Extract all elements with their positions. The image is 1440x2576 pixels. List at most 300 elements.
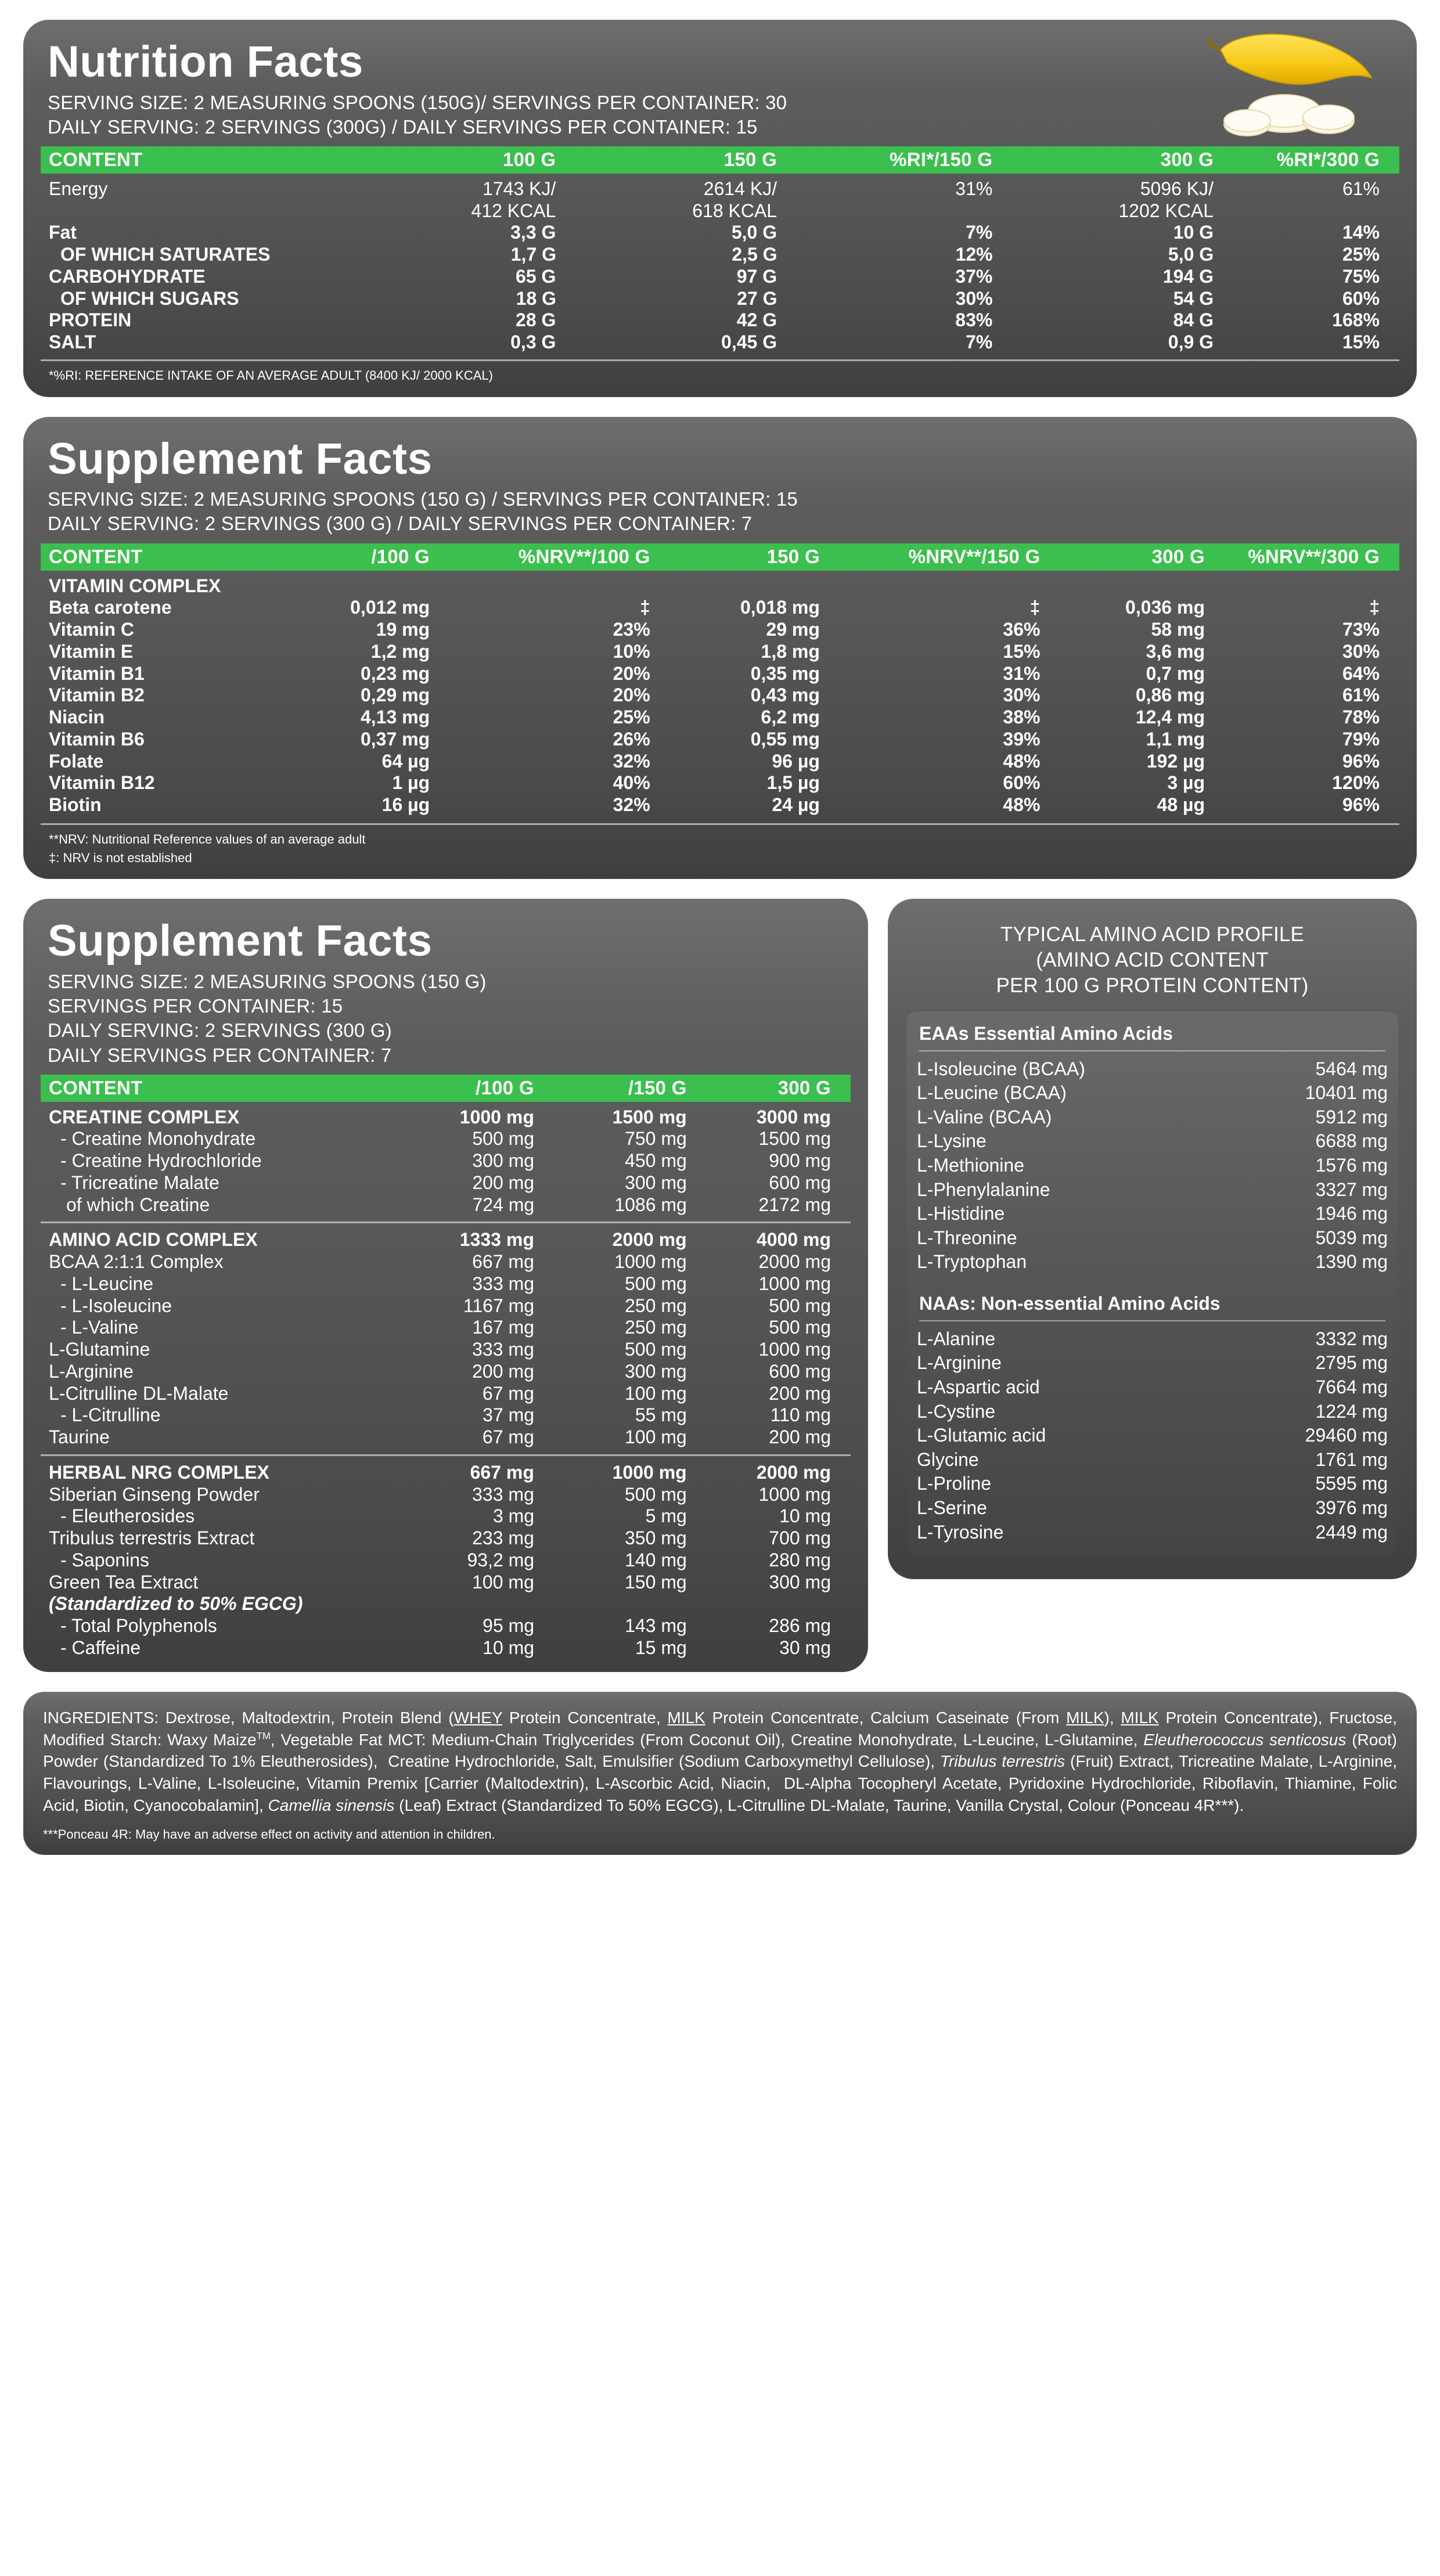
naa-item-name: L-Arginine — [917, 1352, 1002, 1374]
nutrition-facts-title: Nutrition Facts — [48, 37, 363, 87]
nutrition-row-300g: 5096 KJ/ 1202 KCAL — [1118, 178, 1214, 221]
vitamin-row-nrv100: 26% — [613, 728, 650, 750]
vitamin-row-nrv300: ‡ — [1369, 597, 1380, 618]
table-row — [41, 597, 1399, 619]
supplement-row-100g: 300 mg — [472, 1150, 535, 1172]
supplement-row-label: L-Arginine — [49, 1360, 134, 1382]
nutrition-row-label: Energy — [49, 178, 108, 199]
nutrition-header-100g: 100 G — [502, 148, 556, 170]
nutrition-row-100g: 0,3 G — [510, 332, 556, 353]
eaa-item-value: 3327 mg — [1315, 1179, 1388, 1200]
vitamin-row-nrv150: 48% — [1003, 794, 1041, 816]
vitamin-row-nrv100: 20% — [613, 684, 650, 706]
ingredients-warning: ***Ponceau 4R: May have an adverse effect on activity and attention in children. — [43, 1826, 495, 1842]
supplement-row-100g: 93,2 mg — [467, 1549, 535, 1570]
table-row — [41, 266, 1399, 288]
amino-acid-panel — [888, 899, 1417, 1579]
supplement-row-300g: 280 mg — [769, 1549, 831, 1570]
eaa-list — [917, 1057, 1388, 1274]
list-item — [917, 1129, 1388, 1154]
supplement-row-label: - L-Valine — [60, 1317, 139, 1338]
supplement-row-label: - Tricreatine Malate — [60, 1172, 219, 1193]
vitamin-row-nrv300: 73% — [1342, 619, 1380, 640]
vitamin-row-nrv300: 96% — [1342, 750, 1380, 772]
supplement-table-body — [41, 1102, 851, 1659]
vitamin-footnote-nrv: **NRV: Nutritional Reference values of an average adult — [49, 831, 366, 846]
vitamin-row-label: Vitamin B2 — [49, 684, 145, 706]
list-item — [917, 1327, 1388, 1352]
supplement-row-150g: 250 mg — [625, 1317, 687, 1338]
supplement-row-150g: 2000 mg — [612, 1229, 687, 1251]
naa-item-name: Glycine — [917, 1449, 979, 1470]
table-row — [41, 1637, 851, 1659]
table-row — [41, 1593, 851, 1615]
naa-item-name: L-Serine — [917, 1497, 987, 1519]
supplement-row-300g: 600 mg — [769, 1360, 831, 1382]
supplement-row-150g: 100 mg — [624, 1426, 687, 1448]
vitamin-row-150g: 1,8 mg — [761, 640, 820, 662]
naa-item-value: 2449 mg — [1315, 1521, 1388, 1543]
vitamin-row-nrv300: 120% — [1332, 772, 1380, 794]
supplement-row-150g: 143 mg — [625, 1615, 687, 1637]
list-item — [917, 1226, 1388, 1251]
supplement-row-100g: 200 mg — [472, 1172, 535, 1193]
vitamin-header-100g: /100 G — [371, 545, 430, 567]
supplement-row-label: Siberian Ginseng Powder — [49, 1483, 260, 1505]
vitamin-row-150g: 0,018 mg — [740, 597, 820, 618]
nutrition-row-100g: 28 G — [516, 309, 556, 331]
eaa-item-value: 1390 mg — [1315, 1251, 1388, 1273]
vitamin-row-100g: 19 mg — [376, 619, 430, 640]
supplement-row-300g: 1000 mg — [758, 1483, 831, 1505]
vitamin-row-nrv100: 40% — [613, 772, 650, 794]
supplement-row-100g: 667 mg — [470, 1461, 534, 1483]
vitamin-row-nrv300: 78% — [1342, 707, 1380, 728]
supplement-row-150g: 350 mg — [624, 1527, 687, 1549]
vitamin-row-label: Biotin — [49, 794, 102, 816]
supplement-row-300g: 286 mg — [769, 1615, 831, 1637]
table-row — [41, 1339, 851, 1361]
vitamin-row-nrv150: 30% — [1003, 684, 1041, 706]
supplement-row-150g: 1000 mg — [614, 1251, 687, 1273]
vitamin-row-label: Folate — [49, 750, 104, 772]
supplement-row-300g: 1000 mg — [758, 1339, 831, 1360]
list-item — [917, 1472, 1388, 1496]
supplement-row-100g: 37 mg — [483, 1404, 535, 1426]
nutrition-row-300g: 5,0 G — [1168, 244, 1214, 265]
vitamin-row-100g: 0,23 mg — [360, 662, 430, 684]
eaa-item-name: L-Isoleucine (BCAA) — [917, 1058, 1085, 1079]
eaa-item-value: 10401 mg — [1305, 1082, 1388, 1104]
table-row — [41, 1361, 851, 1383]
supplement-row-100g: 333 mg — [472, 1273, 535, 1294]
list-item — [917, 1400, 1388, 1424]
vitamin-row-100g: 0,37 mg — [360, 728, 430, 750]
table-row — [41, 1572, 851, 1594]
supplement-row-100g: 95 mg — [483, 1615, 535, 1637]
supplement-row-300g: 110 mg — [770, 1404, 831, 1426]
vitamin-row-nrv100: 10% — [613, 640, 650, 662]
supplement-row-label: - Saponins — [60, 1549, 149, 1570]
nutrition-row-label: CARBOHYDRATE — [49, 265, 206, 287]
eaa-item-value: 1946 mg — [1315, 1203, 1388, 1224]
eaa-item-name: L-Lysine — [917, 1130, 987, 1152]
nutrition-header-content: CONTENT — [49, 148, 143, 170]
supplement-row-100g: 67 mg — [482, 1382, 534, 1404]
vitamin-row-nrv150: 36% — [1003, 619, 1041, 640]
table-row — [41, 751, 1399, 773]
supplement-row-150g: 300 mg — [624, 1360, 687, 1382]
vitamin-row-100g: 0,29 mg — [360, 684, 430, 706]
supplement-row-label: L-Citrulline DL-Malate — [49, 1382, 229, 1404]
supplement-facts-title: Supplement Facts — [48, 916, 433, 966]
vitamin-row-label: Vitamin B1 — [49, 662, 145, 684]
nutrition-table-header — [41, 146, 1399, 174]
supplement-row-label: - L-Leucine — [60, 1273, 154, 1294]
vitamin-row-nrv300: 61% — [1342, 684, 1380, 706]
nutrition-row-ri150: 37% — [955, 265, 993, 287]
supplement-row-100g: 200 mg — [472, 1360, 534, 1382]
supplement-row-100g: 1000 mg — [459, 1106, 534, 1127]
supplement-row-100g: 10 mg — [483, 1637, 535, 1658]
supplement-row-100g: 233 mg — [472, 1527, 534, 1549]
table-row — [41, 663, 1399, 685]
vitamin-supplement-facts-panel — [23, 417, 1417, 880]
vitamin-row-150g: 1,5 µg — [766, 772, 820, 794]
vitamin-header-150g: 150 G — [766, 545, 820, 567]
table-row — [41, 707, 1399, 729]
nutrition-footnote: *%RI: REFERENCE INTAKE OF AN AVERAGE ADULT (8400 KJ/ 2000 KCAL) — [49, 368, 493, 383]
nutrition-row-ri300: 61% — [1342, 178, 1380, 199]
supplement-row-label: - Total Polyphenols — [60, 1615, 217, 1637]
supplement-row-150g: 450 mg — [625, 1150, 687, 1172]
eaa-item-value: 5039 mg — [1315, 1227, 1388, 1248]
list-item — [917, 1448, 1388, 1472]
vitamin-supplement-title: Supplement Facts — [48, 434, 433, 484]
vitamin-header-300g: 300 G — [1151, 545, 1205, 567]
table-row — [41, 1128, 851, 1150]
supplement-row-100g: 500 mg — [472, 1128, 535, 1150]
eaa-item-value: 1576 mg — [1315, 1154, 1388, 1176]
supplement-header-100g: /100 G — [475, 1076, 534, 1098]
supplement-row-label: - Caffeine — [60, 1637, 141, 1658]
naa-item-value: 1224 mg — [1315, 1400, 1388, 1422]
table-row — [41, 288, 1399, 310]
vitamin-row-label: Vitamin B12 — [49, 772, 155, 794]
supplement-header-150g: /150 G — [628, 1076, 687, 1098]
supplement-row-300g: 2000 mg — [756, 1461, 831, 1483]
supplement-row-300g: 900 mg — [769, 1150, 831, 1172]
nutrition-row-ri300: 14% — [1342, 222, 1380, 243]
vitamin-row-300g: 0,7 mg — [1146, 662, 1205, 684]
vitamin-row-100g: 4,13 mg — [360, 707, 430, 728]
nutrition-row-100g: 1743 KJ/ 412 KCAL — [471, 178, 556, 221]
vitamin-row-100g: 64 µg — [381, 750, 430, 772]
nutrition-header-150g: 150 G — [723, 148, 777, 170]
bottom-columns — [23, 899, 1417, 1671]
vitamin-row-300g: 3,6 mg — [1146, 640, 1205, 662]
nutrition-row-ri150: 12% — [955, 244, 993, 265]
eaa-item-value: 6688 mg — [1315, 1130, 1388, 1152]
supplement-row-label: AMINO ACID COMPLEX — [49, 1229, 258, 1251]
nutrition-row-ri300: 60% — [1342, 287, 1380, 309]
vitamin-row-100g: 1 µg — [392, 772, 430, 794]
nutrition-table-body — [41, 174, 1399, 354]
vitamin-row-label: Vitamin C — [49, 619, 134, 640]
vitamin-row-150g: 0,35 mg — [750, 662, 820, 684]
eaa-heading: EAAs Essential Amino Acids — [919, 1022, 1173, 1044]
vitamin-header-nrv100: %NRV**/100 G — [518, 545, 650, 567]
supplement-row-100g: 667 mg — [472, 1251, 534, 1273]
banana-illustration-icon — [1197, 28, 1389, 138]
vitamin-row-300g: 12,4 mg — [1135, 707, 1205, 728]
supplement-row-label: CREATINE COMPLEX — [49, 1106, 240, 1127]
vitamin-row-150g: 96 µg — [772, 750, 820, 772]
section-divider — [41, 1222, 851, 1223]
section-divider — [41, 1454, 851, 1456]
naa-item-name: L-Proline — [917, 1473, 992, 1494]
vitamin-row-nrv100: 32% — [613, 750, 650, 772]
supplement-row-150g: 1086 mg — [614, 1194, 687, 1215]
supplement-row-label: - Eleutherosides — [60, 1505, 195, 1527]
supplement-header-content: CONTENT — [49, 1076, 143, 1098]
nutrition-row-150g: 2614 KJ/ 618 KCAL — [692, 178, 777, 221]
nutrition-row-ri150: 7% — [966, 222, 993, 243]
supplement-row-150g: 750 mg — [625, 1128, 687, 1150]
nutrition-row-300g: 10 G — [1173, 222, 1214, 243]
supplement-row-150g: 500 mg — [625, 1273, 687, 1294]
supplement-row-300g: 2000 mg — [758, 1251, 831, 1273]
eaa-item-name: L-Methionine — [917, 1154, 1024, 1176]
nutrition-row-300g: 194 G — [1162, 265, 1214, 287]
vitamin-row-300g: 3 µg — [1167, 772, 1205, 794]
table-row — [41, 1462, 851, 1484]
table-row — [41, 1505, 851, 1527]
nutrition-row-150g: 97 G — [736, 265, 777, 287]
supplement-row-label: Tribulus terrestris Extract — [49, 1527, 255, 1549]
vitamin-row-nrv100: 25% — [613, 707, 650, 728]
supplement-row-300g: 200 mg — [769, 1426, 831, 1448]
nutrition-row-150g: 0,45 G — [721, 332, 777, 353]
nutrition-header-ri150: %RI*/150 G — [890, 148, 993, 170]
supplement-row-100g: 1167 mg — [463, 1295, 535, 1316]
eaa-item-name: L-Tryptophan — [917, 1251, 1027, 1273]
list-item — [917, 1351, 1388, 1375]
supplement-row-label: Taurine — [49, 1426, 110, 1448]
nutrition-row-150g: 42 G — [736, 309, 777, 331]
list-item — [917, 1424, 1388, 1448]
nutrition-row-100g: 65 G — [516, 265, 556, 287]
list-item — [917, 1202, 1388, 1226]
vitamin-row-nrv150: 15% — [1003, 640, 1041, 662]
nutrition-daily-serving: DAILY SERVING: 2 SERVINGS (300G) / DAILY SERVINGS PER CONTAINER: 15 — [48, 116, 758, 138]
table-row — [41, 1317, 851, 1339]
supplement-row-300g: 500 mg — [769, 1295, 831, 1316]
supplement-row-label: (Standardized to 50% EGCG) — [49, 1593, 303, 1615]
nutrition-serving-size: SERVING SIZE: 2 MEASURING SPOONS (150G)/ SERVINGS PER CONTAINER: 30 — [48, 91, 787, 113]
supplement-row-150g: 500 mg — [624, 1339, 687, 1360]
table-row — [41, 222, 1399, 244]
table-row — [41, 1273, 851, 1295]
eaa-item-name: L-Leucine (BCAA) — [917, 1082, 1067, 1104]
eaa-item-value: 5912 mg — [1315, 1106, 1388, 1127]
nutrition-row-label: OF WHICH SATURATES — [60, 244, 271, 265]
nutrition-row-label: PROTEIN — [49, 309, 132, 331]
supplement-row-300g: 1500 mg — [758, 1128, 831, 1150]
supplement-serving-size: SERVING SIZE: 2 MEASURING SPOONS (150 G) — [48, 970, 487, 992]
vitamin-row-150g: 0,55 mg — [750, 728, 820, 750]
nutrition-row-100g: 1,7 G — [510, 244, 557, 265]
supplement-row-300g: 1000 mg — [758, 1273, 831, 1294]
eaa-item-value: 5464 mg — [1315, 1058, 1388, 1079]
table-row — [41, 1172, 851, 1194]
table-row — [41, 772, 1399, 794]
table-row — [41, 1527, 851, 1550]
table-row — [41, 1404, 851, 1426]
vitamin-row-nrv150: 60% — [1003, 772, 1041, 794]
vitamin-row-nrv100: 20% — [613, 662, 650, 684]
supplement-daily-servings-per-container: DAILY SERVINGS PER CONTAINER: 7 — [48, 1044, 392, 1066]
naa-item-name: L-Tyrosine — [917, 1521, 1004, 1543]
nutrition-row-ri150: 7% — [966, 332, 993, 353]
ingredients-text: INGREDIENTS: Dextrose, Maltodextrin, Protein Blend (WHEY Protein Concentrate, MILK Protein Concentrate, Calcium Caseinate (From MILK), MILK Protein Concentrate), Fructose, Modified Starch: Waxy Maize™, Vegetable Fat MCT: Medium-Chain Triglycerides (From Coconut Oil), Creatine Monohydrate, L-Leucine, L-Glutamine, Eleutherococcus senticosus (Root) Powder (Standardized To 1% Eleutherosides), Creatine Hydrochloride, Salt, Emulsifier (Sodium Carboxymethyl Cellulose), Tribulus terrestris (Fruit) Extract, Tricreatine Malate, L-Arginine, Flavourings, L-Valine, L-Isoleucine, Vitamin Premix [Carrier (Maltodextrin), L-Ascorbic Acid, Niacin, DL-Alpha Tocopheryl Acetate, Pyridoxine Hydrochloride, Riboflavin, Thiamine, Folic Acid, Biotin, Cyanocobalamin], Camellia sinensis (Leaf) Extract (Standardized To 50% EGCG), L-Citrulline DL-Malate, Taurine, Vanilla Crystal, Colour (Ponceau 4R***). — [43, 1708, 1398, 1814]
vitamin-row-nrv150: 38% — [1003, 707, 1041, 728]
naa-item-value: 1761 mg — [1315, 1449, 1388, 1470]
supplement-servings-per-container: SERVINGS PER CONTAINER: 15 — [48, 995, 343, 1017]
nutrition-row-label: SALT — [49, 332, 96, 353]
naa-item-value: 7664 mg — [1315, 1377, 1388, 1398]
naa-item-name: L-Alanine — [917, 1328, 996, 1349]
supplement-row-150g: 150 mg — [624, 1571, 687, 1593]
vitamin-row-100g: 1,2 mg — [370, 640, 430, 662]
amino-acid-list-box — [906, 1011, 1398, 1555]
vitamin-row-nrv100: ‡ — [639, 597, 650, 618]
eaa-item-name: L-Valine (BCAA) — [917, 1106, 1052, 1127]
vitamin-footnote-dagger: ‡: NRV is not established — [49, 850, 192, 865]
supplement-row-150g: 1000 mg — [612, 1461, 687, 1483]
nutrition-row-100g: 3,3 G — [510, 222, 556, 243]
eaa-item-name: L-Threonine — [917, 1227, 1017, 1248]
supplement-row-label: L-Glutamine — [49, 1339, 150, 1360]
naa-list — [917, 1327, 1388, 1544]
nutrition-row-100g: 18 G — [516, 287, 557, 309]
supplement-row-100g: 67 mg — [482, 1426, 534, 1448]
naa-item-value: 29460 mg — [1305, 1425, 1388, 1446]
naa-item-name: L-Aspartic acid — [917, 1377, 1040, 1398]
vitamin-row-300g: 1,1 mg — [1146, 728, 1205, 750]
table-row — [41, 794, 1399, 816]
table-row — [41, 178, 1399, 222]
supplement-row-100g: 333 mg — [472, 1483, 534, 1505]
nutrition-row-300g: 0,9 G — [1168, 332, 1214, 353]
vitamin-row-150g: 6,2 mg — [761, 707, 820, 728]
supplement-row-300g: 600 mg — [769, 1172, 831, 1193]
supplement-row-label: - Creatine Hydrochloride — [60, 1150, 262, 1172]
vitamin-row-150g: 24 µg — [772, 794, 820, 816]
supplement-row-label: - L-Citrulline — [60, 1404, 161, 1426]
supplement-row-150g: 140 mg — [625, 1549, 687, 1570]
supplement-row-label: of which Creatine — [66, 1194, 210, 1215]
table-row — [41, 1426, 851, 1449]
nutrition-row-150g: 5,0 G — [731, 222, 777, 243]
table-row — [41, 619, 1399, 641]
table-row — [41, 1295, 851, 1317]
supplement-row-100g: 3 mg — [492, 1505, 535, 1527]
nutrition-row-ri300: 25% — [1342, 244, 1380, 265]
vitamin-row-nrv300: 64% — [1342, 662, 1380, 684]
vitamin-row-nrv300: 96% — [1342, 794, 1380, 816]
table-row — [41, 1194, 851, 1216]
supplement-facts-panel — [23, 899, 868, 1671]
supplement-row-150g: 100 mg — [624, 1382, 687, 1404]
supplement-daily-serving: DAILY SERVING: 2 SERVINGS (300 G) — [48, 1019, 392, 1042]
supplement-row-300g: 500 mg — [769, 1317, 831, 1338]
vitamin-row-nrv100: 23% — [613, 619, 650, 640]
table-row — [41, 641, 1399, 663]
vitamin-row-150g: 29 mg — [766, 619, 820, 640]
nutrition-row-ri300: 168% — [1332, 309, 1380, 331]
supplement-row-300g: 2172 mg — [758, 1194, 831, 1215]
table-row — [41, 309, 1399, 332]
supplement-row-label: - L-Isoleucine — [60, 1295, 172, 1316]
vitamin-row-nrv300: 79% — [1342, 728, 1380, 750]
supplement-row-150g: 15 mg — [635, 1637, 687, 1658]
supplement-row-300g: 200 mg — [769, 1382, 831, 1404]
supplement-row-150g: 55 mg — [635, 1404, 687, 1426]
supplement-row-100g: 724 mg — [472, 1194, 535, 1215]
nutrition-header-300g: 300 G — [1160, 148, 1214, 170]
supplement-row-300g: 300 mg — [769, 1571, 831, 1593]
vitamin-row-label: Beta carotene — [49, 597, 172, 618]
supplement-row-100g: 333 mg — [472, 1339, 534, 1360]
supplement-row-100g: 167 mg — [472, 1317, 535, 1338]
vitamin-header-content: CONTENT — [49, 545, 143, 567]
nutrition-row-label: OF WHICH SUGARS — [60, 287, 239, 309]
list-item — [917, 1057, 1388, 1082]
supplement-header-300g: 300 G — [777, 1076, 831, 1098]
ingredients-panel — [23, 1692, 1417, 1855]
supplement-row-150g: 250 mg — [625, 1295, 687, 1316]
vitamin-row-nrv150: 48% — [1003, 750, 1041, 772]
nutrition-row-ri150: 30% — [955, 287, 993, 309]
eaa-item-name: L-Phenylalanine — [917, 1179, 1050, 1200]
supplement-row-150g: 300 mg — [625, 1172, 687, 1193]
table-row — [41, 729, 1399, 751]
nutrition-row-label: Fat — [49, 222, 77, 243]
vitamin-row-nrv150: 31% — [1003, 662, 1041, 684]
list-item — [917, 1178, 1388, 1202]
vitamin-row-label: Vitamin E — [49, 640, 134, 662]
supplement-row-150g: 1500 mg — [612, 1106, 687, 1127]
nutrition-row-150g: 27 G — [737, 287, 777, 309]
vitamin-row-150g: 0,43 mg — [750, 684, 820, 706]
nutrition-header-ri300: %RI*/300 G — [1276, 148, 1380, 170]
table-row — [41, 1150, 851, 1172]
list-item — [917, 1496, 1388, 1521]
nutrition-row-300g: 54 G — [1173, 287, 1214, 309]
supplement-row-150g: 500 mg — [624, 1483, 687, 1505]
vitamin-daily-serving: DAILY SERVING: 2 SERVINGS (300 G) / DAILY SERVINGS PER CONTAINER: 7 — [48, 513, 753, 535]
vitamin-row-300g: 0,036 mg — [1125, 597, 1205, 618]
vitamin-row-100g: 0,012 mg — [350, 597, 430, 618]
list-item — [917, 1250, 1388, 1274]
vitamin-row-300g: 192 µg — [1146, 750, 1205, 772]
supplement-row-300g: 10 mg — [779, 1505, 831, 1527]
table-row — [41, 1484, 851, 1506]
supplement-row-300g: 700 mg — [769, 1527, 831, 1549]
nutrition-row-300g: 84 G — [1173, 309, 1214, 331]
table-row — [41, 1615, 851, 1637]
